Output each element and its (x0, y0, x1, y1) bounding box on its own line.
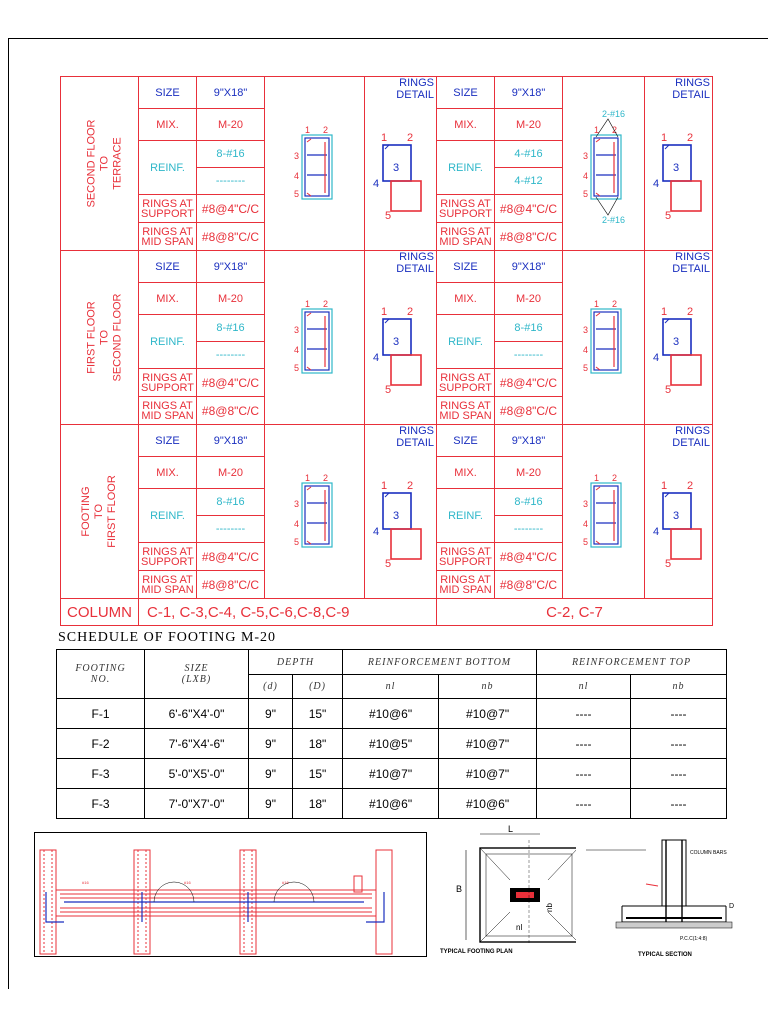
svg-text:3: 3 (393, 336, 400, 348)
right-size-label: SIZE (437, 77, 495, 109)
left-reinf1-value: 8-#16 (197, 489, 265, 516)
left-size-label: SIZE (139, 77, 197, 109)
rings-detail-title: RINGS DETAIL (672, 251, 710, 275)
left-mix-label: MIX. (139, 109, 197, 141)
svg-text:4: 4 (293, 345, 299, 355)
column-schedule-table (60, 76, 713, 626)
footing-top-nl-cell: ---- (537, 789, 631, 819)
left-reinf1-value: 8-#16 (197, 141, 265, 168)
right-rings_support-value: #8@4"C/C (495, 195, 563, 223)
column-label: COLUMN (61, 599, 139, 626)
right-mix-value: M-20 (495, 457, 563, 489)
svg-text:2: 2 (322, 473, 328, 483)
svg-text:5: 5 (665, 210, 672, 222)
reinf-bottom-header: REINFORCEMENT BOTTOM (343, 650, 537, 675)
svg-text:1: 1 (304, 125, 310, 135)
right-reinf2-value: -------- (495, 516, 563, 543)
footing-D-cell: 15" (293, 759, 343, 789)
right-rings-mid-label: RINGS AT MID SPAN (437, 571, 495, 599)
svg-text:5: 5 (665, 558, 672, 570)
footing-size-cell: 7'-6"X4'-6" (145, 729, 249, 759)
svg-text:2-#16: 2-#16 (601, 215, 625, 225)
footing-d-cell: 9" (249, 759, 293, 789)
svg-text:5: 5 (582, 189, 588, 199)
left-size-value: 9"X18" (197, 77, 265, 109)
typical-footing-plan (436, 820, 576, 958)
right-reinf1-value: 4-#16 (495, 141, 563, 168)
left-rings-detail-cell (365, 77, 437, 251)
rings-detail-title: RINGS DETAIL (396, 425, 434, 449)
footing-size-cell: 5'-0"X5'-0" (145, 759, 249, 789)
rings-detail-drawing (365, 275, 435, 405)
right-size-value: 9"X18" (495, 251, 563, 283)
beam-elevation-drawing (34, 832, 428, 958)
right-mix-value: M-20 (495, 283, 563, 315)
footing-schedule-title: SCHEDULE OF FOOTING M-20 (58, 630, 277, 645)
left-rings_mid-value: #8@8"C/C (197, 571, 265, 599)
typical-section-caption: TYPICAL SECTION (638, 952, 692, 958)
left-reinf1-value: 8-#16 (197, 315, 265, 342)
reinf-top-header: REINFORCEMENT TOP (537, 650, 727, 675)
column-section-8-16-drawing (285, 97, 345, 227)
column-bars-label: COLUMN BARS (690, 850, 727, 856)
svg-text:3: 3 (673, 162, 680, 174)
svg-text:1: 1 (304, 299, 310, 309)
floor-range-label: FOOTING TO FIRST FLOOR (61, 425, 139, 599)
top-nl-header: nl (537, 675, 631, 699)
svg-text:2: 2 (611, 125, 617, 135)
rings-detail-drawing (645, 101, 713, 231)
footing-no-cell: F-2 (57, 729, 145, 759)
svg-text:4: 4 (653, 526, 660, 538)
left-rings-detail-cell (365, 251, 437, 425)
svg-text:1: 1 (661, 480, 668, 492)
right-reinf-label: REINF. (437, 489, 495, 543)
right-rings-support-label: RINGS AT SUPPORT (437, 369, 495, 397)
footing-row (57, 699, 727, 729)
left-rings-support-label: RINGS AT SUPPORT (139, 369, 197, 397)
dim-b-label: B (455, 884, 462, 894)
svg-text:2: 2 (687, 480, 694, 492)
top-nb-header: nb (631, 675, 727, 699)
left-rings-mid-label: RINGS AT MID SPAN (139, 571, 197, 599)
right-rings-mid-label: RINGS AT MID SPAN (437, 397, 495, 425)
svg-text:5: 5 (385, 384, 392, 396)
svg-text:4: 4 (373, 526, 380, 538)
right-column-section-cell (563, 251, 645, 425)
footing-top-nb-cell: ---- (631, 759, 727, 789)
right-rings-detail-cell (645, 425, 713, 599)
svg-text:3: 3 (582, 151, 588, 161)
left-rings-mid-label: RINGS AT MID SPAN (139, 397, 197, 425)
right-size-value: 9"X18" (495, 77, 563, 109)
column-section-8-16-drawing (574, 271, 634, 401)
bottom-nb-header: nb (439, 675, 537, 699)
floor-range-label: SECOND FLOOR TO TERRACE (61, 77, 139, 251)
svg-text:5: 5 (385, 558, 392, 570)
floor-range-label: FIRST FLOOR TO SECOND FLOOR (61, 251, 139, 425)
svg-text:4: 4 (582, 345, 588, 355)
footing-bot-nl-cell: #10@5" (343, 729, 439, 759)
column-section-8-16-drawing (574, 445, 634, 575)
svg-text:3: 3 (582, 325, 588, 335)
left-column-section-cell (265, 251, 365, 425)
dim-l-label: L (508, 824, 514, 834)
column-ids-row (61, 599, 713, 626)
svg-text:#16: #16 (184, 880, 191, 885)
svg-text:4: 4 (653, 178, 660, 190)
rings-detail-title: RINGS DETAIL (672, 77, 710, 101)
left-rings_support-value: #8@4"C/C (197, 369, 265, 397)
rings-detail-drawing (645, 449, 713, 579)
svg-text:2: 2 (407, 480, 414, 492)
footing-no-header: FOOTING NO. (57, 650, 145, 699)
svg-text:5: 5 (665, 384, 672, 396)
svg-text:1: 1 (661, 132, 668, 144)
left-rings-mid-label: RINGS AT MID SPAN (139, 223, 197, 251)
footing-schedule-table (56, 649, 727, 819)
right-reinf1-value: 8-#16 (495, 315, 563, 342)
footing-bot-nl-cell: #10@6" (343, 789, 439, 819)
svg-text:3: 3 (393, 162, 400, 174)
left-mix-label: MIX. (139, 457, 197, 489)
svg-text:5: 5 (582, 363, 588, 373)
section-d-label: D (728, 903, 734, 910)
rings-detail-drawing (365, 449, 435, 579)
right-mix-label: MIX. (437, 457, 495, 489)
column-section-8-16-drawing (285, 445, 345, 575)
rings-detail-title: RINGS DETAIL (396, 251, 434, 275)
svg-text:4: 4 (653, 352, 660, 364)
footing-d-cell: 9" (249, 729, 293, 759)
footing-D-cell: 15" (293, 699, 343, 729)
right-rings_support-value: #8@4"C/C (495, 369, 563, 397)
column-section-8-16-drawing (285, 271, 345, 401)
right-reinf-label: REINF. (437, 315, 495, 369)
footing-d-cell: 9" (249, 789, 293, 819)
svg-text:2: 2 (407, 132, 414, 144)
svg-text:5: 5 (293, 363, 299, 373)
footing-size-cell: 6'-6"X4'-0" (145, 699, 249, 729)
footing-bot-nb-cell: #10@7" (439, 759, 537, 789)
svg-text:#16: #16 (282, 880, 289, 885)
svg-text:3: 3 (673, 510, 680, 522)
footing-top-nb-cell: ---- (631, 729, 727, 759)
right-rings-mid-label: RINGS AT MID SPAN (437, 223, 495, 251)
bottom-nl-header: nl (343, 675, 439, 699)
footing-size-cell: 7'-0"X7'-0" (145, 789, 249, 819)
svg-text:1: 1 (593, 125, 599, 135)
plan-nb-label: nb (545, 903, 554, 912)
svg-text:#16: #16 (82, 880, 89, 885)
d-big-header: (D) (293, 675, 343, 699)
svg-text:4: 4 (582, 519, 588, 529)
svg-text:4: 4 (293, 171, 299, 181)
right-column-section-cell (563, 425, 645, 599)
footing-bot-nb-cell: #10@6" (439, 789, 537, 819)
footing-bot-nb-cell: #10@7" (439, 729, 537, 759)
rings-detail-title: RINGS DETAIL (672, 425, 710, 449)
plan-nl-label: nl (516, 923, 523, 932)
left-size-label: SIZE (139, 251, 197, 283)
svg-text:5: 5 (293, 537, 299, 547)
footing-bot-nb-cell: #10@7" (439, 699, 537, 729)
svg-text:2-#16: 2-#16 (601, 109, 625, 119)
svg-text:2: 2 (322, 299, 328, 309)
right-rings-support-label: RINGS AT SUPPORT (437, 195, 495, 223)
right-rings_mid-value: #8@8"C/C (495, 397, 563, 425)
right-rings_support-value: #8@4"C/C (495, 543, 563, 571)
svg-text:3: 3 (293, 151, 299, 161)
right-rings_mid-value: #8@8"C/C (495, 223, 563, 251)
left-column-section-cell (265, 77, 365, 251)
footing-row (57, 759, 727, 789)
footing-d-cell: 9" (249, 699, 293, 729)
svg-text:3: 3 (673, 336, 680, 348)
left-rings_support-value: #8@4"C/C (197, 195, 265, 223)
depth-header: DEPTH (249, 650, 343, 675)
footing-top-nb-cell: ---- (631, 789, 727, 819)
rings-detail-title: RINGS DETAIL (396, 77, 434, 101)
left-mix-value: M-20 (197, 457, 265, 489)
right-reinf1-value: 8-#16 (495, 489, 563, 516)
right-rings-support-label: RINGS AT SUPPORT (437, 543, 495, 571)
rings-detail-drawing (645, 275, 713, 405)
left-reinf-label: REINF. (139, 489, 197, 543)
svg-text:4: 4 (582, 171, 588, 181)
left-reinf2-value: -------- (197, 168, 265, 195)
left-reinf2-value: -------- (197, 516, 265, 543)
svg-text:2: 2 (611, 473, 617, 483)
left-rings_mid-value: #8@8"C/C (197, 223, 265, 251)
left-rings-support-label: RINGS AT SUPPORT (139, 543, 197, 571)
right-size-value: 9"X18" (495, 425, 563, 457)
size-header: SIZE (LXB) (145, 650, 249, 699)
footing-top-nl-cell: ---- (537, 759, 631, 789)
svg-text:2: 2 (407, 306, 414, 318)
svg-text:5: 5 (582, 537, 588, 547)
footing-top-nb-cell: ---- (631, 699, 727, 729)
left-reinf-label: REINF. (139, 315, 197, 369)
right-rings-detail-cell (645, 251, 713, 425)
right-reinf-label: REINF. (437, 141, 495, 195)
left-size-value: 9"X18" (197, 425, 265, 457)
left-mix-value: M-20 (197, 283, 265, 315)
svg-text:1: 1 (593, 299, 599, 309)
footing-D-cell: 18" (293, 789, 343, 819)
footing-bot-nl-cell: #10@7" (343, 759, 439, 789)
svg-text:5: 5 (385, 210, 392, 222)
svg-text:5: 5 (293, 189, 299, 199)
svg-text:4: 4 (373, 352, 380, 364)
svg-text:3: 3 (293, 325, 299, 335)
right-mix-label: MIX. (437, 283, 495, 315)
left-rings_mid-value: #8@8"C/C (197, 397, 265, 425)
footing-D-cell: 18" (293, 729, 343, 759)
footing-top-nl-cell: ---- (537, 729, 631, 759)
footing-no-cell: F-3 (57, 789, 145, 819)
svg-text:1: 1 (381, 306, 388, 318)
footing-no-cell: F-1 (57, 699, 145, 729)
right-rings-detail-cell (645, 77, 713, 251)
svg-text:4: 4 (373, 178, 380, 190)
left-size-label: SIZE (139, 425, 197, 457)
right-column-section-cell (563, 77, 645, 251)
column-section-4-16-4-12-drawing (574, 97, 634, 227)
footing-bot-nl-cell: #10@6" (343, 699, 439, 729)
footing-top-nl-cell: ---- (537, 699, 631, 729)
right-mix-label: MIX. (437, 109, 495, 141)
svg-text:1: 1 (381, 480, 388, 492)
footing-row (57, 789, 727, 819)
svg-text:3: 3 (393, 510, 400, 522)
typical-section-drawing (586, 834, 736, 960)
left-reinf2-value: -------- (197, 342, 265, 369)
right-reinf2-value: -------- (495, 342, 563, 369)
column-ids-left: C-1, C-3,C-4, C-5,C-6,C-8,C-9 (139, 599, 437, 626)
left-reinf-label: REINF. (139, 141, 197, 195)
d-small-header: (d) (249, 675, 293, 699)
right-reinf2-value: 4-#12 (495, 168, 563, 195)
svg-text:1: 1 (381, 132, 388, 144)
right-size-label: SIZE (437, 251, 495, 283)
svg-text:2: 2 (322, 125, 328, 135)
right-mix-value: M-20 (495, 109, 563, 141)
svg-text:2: 2 (611, 299, 617, 309)
svg-text:2: 2 (687, 132, 694, 144)
left-size-value: 9"X18" (197, 251, 265, 283)
pcc-label: P.C.C(1:4:8) (680, 936, 708, 942)
column-ids-right: C-2, C-7 (437, 599, 713, 626)
left-rings_support-value: #8@4"C/C (197, 543, 265, 571)
footing-no-cell: F-3 (57, 759, 145, 789)
svg-text:3: 3 (293, 499, 299, 509)
right-rings_mid-value: #8@8"C/C (495, 571, 563, 599)
left-mix-label: MIX. (139, 283, 197, 315)
svg-text:1: 1 (304, 473, 310, 483)
left-column-section-cell (265, 425, 365, 599)
svg-text:1: 1 (593, 473, 599, 483)
svg-text:1: 1 (661, 306, 668, 318)
footing-row (57, 729, 727, 759)
right-size-label: SIZE (437, 425, 495, 457)
left-rings-detail-cell (365, 425, 437, 599)
svg-text:4: 4 (293, 519, 299, 529)
rings-detail-drawing (365, 101, 435, 231)
footing-plan-caption: TYPICAL FOOTING PLAN (440, 949, 513, 955)
left-rings-support-label: RINGS AT SUPPORT (139, 195, 197, 223)
svg-text:3: 3 (582, 499, 588, 509)
left-mix-value: M-20 (197, 109, 265, 141)
svg-text:2: 2 (687, 306, 694, 318)
